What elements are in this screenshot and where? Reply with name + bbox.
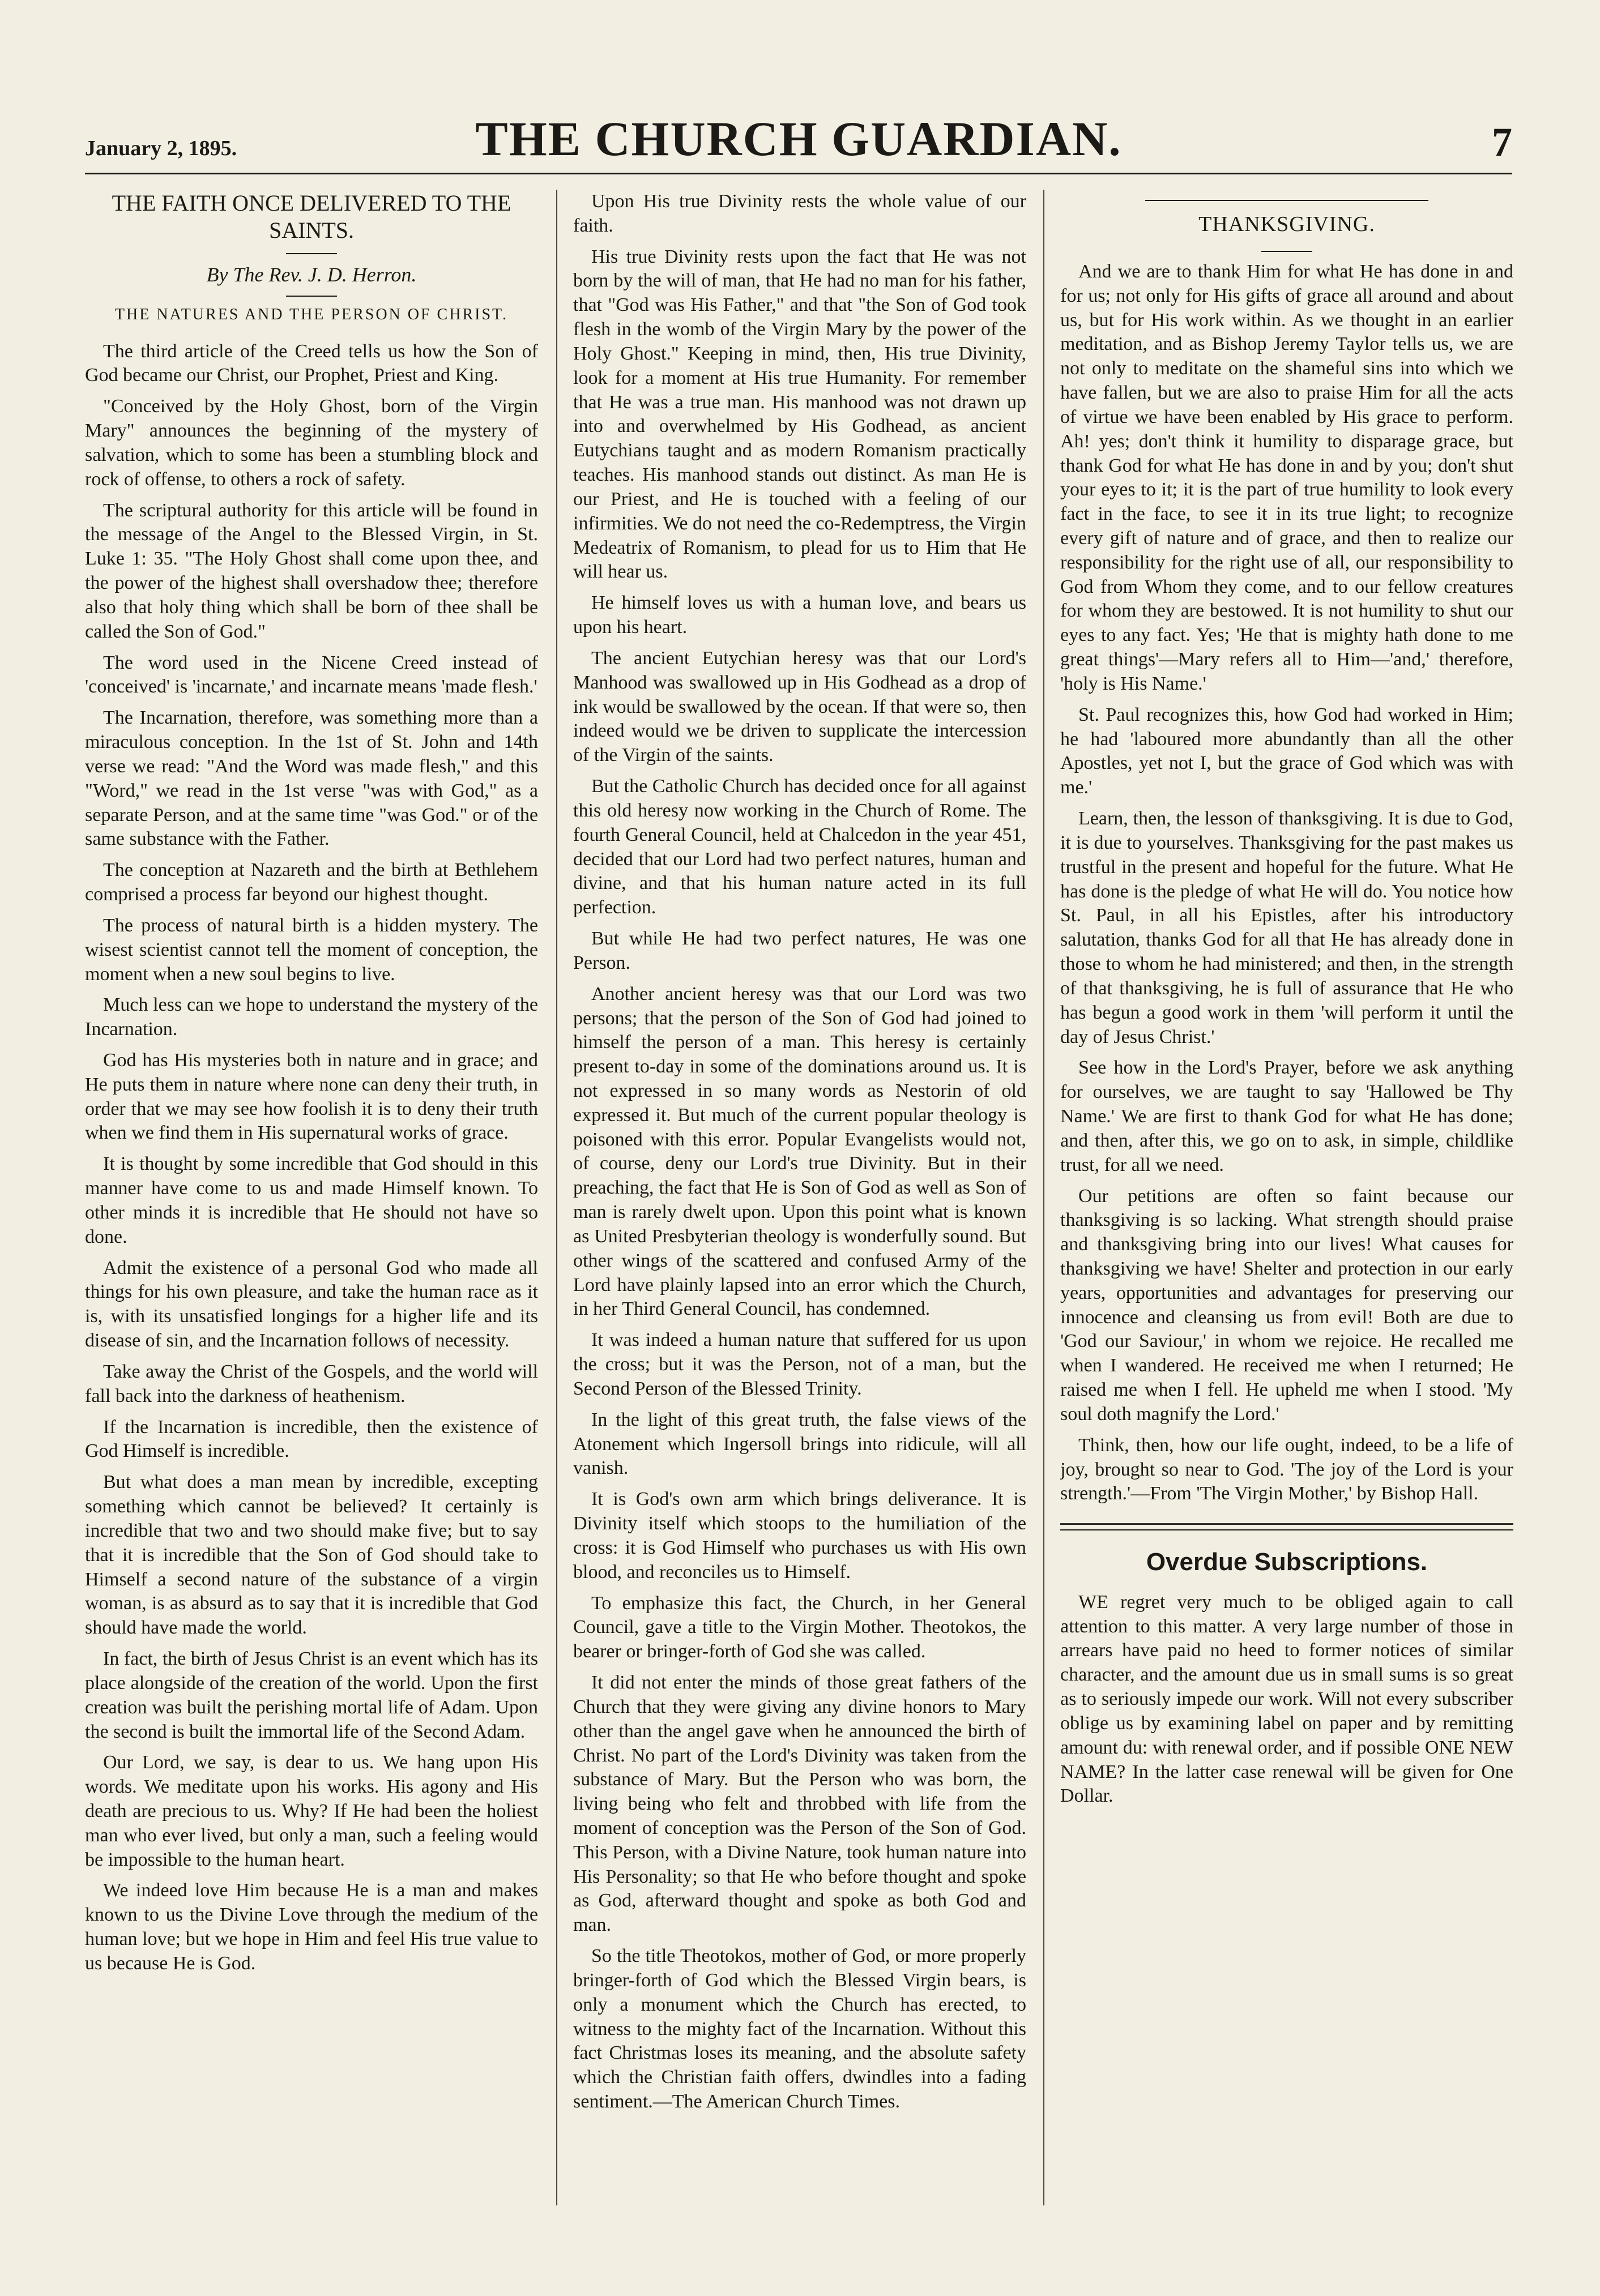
paragraph: His true Divinity rests upon the fact that He was not born by the will of man, that He had no man for his father, that "God was His Father," and that "the Son of God took flesh in the womb of the Virgin Mary by the power of the Holy Ghost." Keeping in mind, then, His true Divinity, look for a moment at His true Humanity. For remember that He was a true man. His manhood was not drawn up into and overwhelmed by His Godhead, as ancient Eutychians taught and as modern Romanism practically teaches. His manhood stands out distinct. As man He is our Priest, and He is touched with a feeling of our infirmities. We do not need the co-Redemptress, the Virgin Medeatrix of Romanism, to plead for us to Him that He will hear us. (573, 246, 1026, 583)
article-subhead: THE NATURES AND THE PERSON OF CHRIST. (114, 306, 509, 324)
paragraph: Much less can we hope to understand the mystery of the Incarnation. (85, 994, 538, 1040)
paragraph: Our Lord, we say, is dear to us. We hang upon His words. We meditate upon his works. His agony and His death are precious to us. Why? If He had been the holiest man who ever lived, but only a man, such a feeling would be impossible to the human heart. (85, 1752, 538, 1870)
paragraph: But what does a man mean by incredible, excepting something which cannot be believed? It certainly is incredible that two and two should make five; but to say that it is incredible that the Son of God should take to Himself a second nature of the substance of a virgin woman, is as absurd as to say that it is incredible that God should have made the world. (85, 1472, 538, 1639)
title-rule (286, 253, 337, 254)
paragraph: To emphasize this fact, the Church, in her General Council, gave a title to the Virgin Mother. Theotokos, the bearer or bringer-forth of God she was called. (573, 1592, 1026, 1662)
paragraph: But the Catholic Church has decided once for all against this old heresy now working in the Church of Rome. The fourth General Council, held at Chalcedon in the year 451, decided that our Lord had two perfect natures, human and divine, and that his human nature acted in its full perfection. (573, 776, 1026, 918)
paragraph: It is thought by some incredible that God should in this manner have come to us and made Himself known. To other minds it is incredible that He should not have so done. (85, 1153, 538, 1247)
page-number: 7 (1492, 119, 1512, 165)
paragraph: St. Paul recognizes this, how God had worked in Him; he had 'laboured more abundantly than all the other Apostles, yet not I, but the grace of God which was with me.' (1060, 704, 1513, 798)
paragraph: Upon His true Divinity rests the whole value of our faith. (573, 191, 1026, 236)
paragraph: See how in the Lord's Prayer, before we ask anything for ourselves, we are taught to say 'Hallowed be Thy Name.' We are first to thank God for what He has done; and then, after this, we go on to ask, in simple, childlike trust, for all we need. (1060, 1057, 1513, 1175)
masthead (85, 110, 1512, 167)
paragraph: But while He had two perfect natures, He was one Person. (573, 928, 1026, 973)
paragraph: WE regret very much to be obliged again to call attention to this matter. A very large number of those in arrears have paid no heed to former notices of similar character, and the amount due us in small sums is so great as to seriously impede our work. Will not every subscriber oblige us by examining label on paper and by remitting amount du: with renewal order, and if possible ONE NEW NAME? In the latter case renewal will be given for One Dollar. (1060, 1591, 1513, 1807)
paragraph: If the Incarnation is incredible, then the existence of God Himself is incredible. (85, 1416, 538, 1462)
section-double-rule (1060, 1523, 1513, 1530)
paragraph: God has His mysteries both in nature and in grace; and He puts them in nature where none can deny their truth, in order that we may see how foolish it is to deny their truth when we find them in His supernatural works of grace. (85, 1049, 538, 1144)
paragraph: So the title Theotokos, mother of God, or more properly bringer-forth of God which the Blessed Virgin bears, is only a monument which the Church has erected, to witness to the mighty fact of the Incarnation. Without this fact Christmas loses its meaning, and the absolute safety which the Christian faith offers, dwindles into a fading sentiment.—The American Church Times. (573, 1946, 1026, 2113)
paragraph: Admit the existence of a personal God who made all things for his own pleasure, and take the human race as it is, with its unsatisfied longings for a higher life and its disease of sin, and the Incarnation follows of necessity. (85, 1257, 538, 1352)
paragraph: In fact, the birth of Jesus Christ is an event which has its place alongside of the creation of the world. Upon the first creation was built the perishing mortal life of Adam. Upon the second is built the immortal life of the Second Adam. (85, 1648, 538, 1742)
paragraph: Learn, then, the lesson of thanksgiving. It is due to God, it is due to yourselves. Thanksgiving for the past makes us trustful in the present and hopeful for the future. What He has done is the pledge of what He will do. You notice how St. Paul, in all his Epistles, after his introductory salutation, thanks God for all that He has already done in those to whom he had ministered; and then, in the strength of that thanksgiving, he is full of assurance that He who has begun a good work in them 'will perform it until the day of Jesus Christ.' (1060, 808, 1513, 1047)
section-rule (1145, 200, 1428, 201)
column-3 (1060, 190, 1513, 2228)
paragraph: The third article of the Creed tells us how the Son of God became our Christ, our Prophet, Priest and King. (85, 340, 538, 386)
column-separator (556, 190, 557, 2205)
column-2 (573, 190, 1026, 2228)
paragraph: Take away the Christ of the Gospels, and the world will fall back into the darkness of heathenism. (85, 1361, 538, 1406)
article-byline: By The Rev. J. D. Herron. (206, 263, 417, 286)
paragraph: Another ancient heresy was that our Lord was two persons; that the person of the Son of God had joined to himself the person of a man. This heresy is certainly present to-day in some of the dominations around us. It is not expressed in so many words as Nestorin of old expressed it. But much of the current popular theology is poisoned with this error. Popular Evangelists would not, of course, deny our Lord's true Divinity. But in their preaching, the fact that He is Son of God as well as Son of man is rarely dwelt upon. Upon this point what is known as United Presbyterian theology is wonderfully sound. But other wings of the scattered and confused Army of the Lord have plainly lapsed into an error which the Church, in her Third General Council, has condemned. (573, 983, 1026, 1320)
paragraph: "Conceived by the Holy Ghost, born of the Virgin Mary" announces the beginning of the mystery of salvation, which to some has been a stumbling block and rock of offense, to others a rock of safety. (85, 396, 538, 490)
paragraph: We indeed love Him because He is a man and makes known to us the Divine Love through the medium of the human love; but we hope in Him and feel His true value to us because He is God. (85, 1880, 538, 1974)
column-1 (85, 190, 538, 2228)
masthead-rule (85, 173, 1512, 174)
thanksgiving-title: THANKSGIVING. (1198, 212, 1375, 236)
paragraph: The word used in the Nicene Creed instead of 'conceived' is 'incarnate,' and incarnate means 'made flesh.' (85, 652, 538, 698)
byline-rule (286, 296, 337, 297)
paragraph: The conception at Nazareth and the birth at Bethlehem comprised a process far beyond our highest thought. (85, 860, 538, 905)
issue-date: January 2, 1895. (85, 136, 237, 160)
paragraph: Think, then, how our life ought, indeed, to be a life of joy, brought so near to God. 'The joy of the Lord is your strength.'—From 'The Virgin Mother,' by Bishop Hall. (1060, 1434, 1513, 1504)
paragraph: It is God's own arm which brings deliverance. It is Divinity itself which stoops to the humiliation of the cross: it is God Himself who purchases us with His own blood, and reconciles us to Himself. (573, 1489, 1026, 1583)
newspaper-title: THE CHURCH GUARDIAN. (475, 112, 1122, 166)
paragraph: The process of natural birth is a hidden mystery. The wisest scientist cannot tell the moment of conception, the moment when a new soul begins to live. (85, 914, 538, 985)
column-separator (1043, 190, 1044, 2205)
article-title: THE FAITH ONCE DELIVERED TO THE SAINTS. (112, 190, 511, 243)
paragraph: It was indeed a human nature that suffered for us upon the cross; but it was the Person, not of a man, but the Second Person of the Blessed Trinity. (573, 1329, 1026, 1399)
paragraph: And we are to thank Him for what He has done in and for us; not only for His gifts of grace all around and about us, but for His work within. As we thought in an earlier meditation, and as Bishop Jeremy Taylor tells us, we are not only to meditate on the shameful sins into which we have fallen, but we are also to praise Him for all the acts of virtue we have been enabled by His grace to perform. Ah! yes; don't think it humility to disparage grace, but thank God for what He has done in and by you; don't shut your eyes to it; it is the part of true humility to look every fact in the face, to see it in its true light; to recognize every gift of nature and of grace, and then to realize our responsibility for the right use of all, our responsibility to God from Whom they come, and to our fellow creatures for whom they are bestowed. It is not humility to shut our eyes to any fact. Yes; 'He that is mighty hath done to me great things'—Mary refers all to Him—'and,' therefore, 'holy is His Name.' (1060, 260, 1513, 694)
paragraph: The ancient Eutychian heresy was that our Lord's Manhood was swallowed up in His Godhead as a drop of ink would be swallowed by the ocean. If that were so, then indeed would we be driven to supplicate the intercession of the Virgin of the saints. (573, 647, 1026, 766)
paragraph: The Incarnation, therefore, was something more than a miraculous conception. In the 1st of St. John and 14th verse we read: "And the Word was made flesh," and this "Word," we read in the 1st verse "was with God," as a separate Person, and at the same time "was God." or of the same substance with the Father. (85, 707, 538, 850)
title-rule (1261, 251, 1312, 252)
paragraph: He himself loves us with a human love, and bears us upon his heart. (573, 592, 1026, 638)
paragraph: It did not enter the minds of those great fathers of the Church that they were giving any divine honors to Mary other than the angel gave when he announced the birth of Christ. No part of the Lord's Divinity was taken from the substance of Mary. But the Person who was born, the living being who felt and throbbed with life from the moment of conception was the Person of the Son of God. This Person, with a Divine Nature, took human nature into His Personality; so that He who before thought and spoke as God, afterward thought and spoke as both God and man. (573, 1672, 1026, 1936)
paragraph: In the light of this great truth, the false views of the Atonement which Ingersoll brings into ridicule, will all vanish. (573, 1409, 1026, 1479)
paragraph: The scriptural authority for this article will be found in the message of the Angel to the Blessed Virgin, in St. Luke 1: 35. "The Holy Ghost shall come upon thee, and the power of the highest shall overshadow thee; therefore also that holy thing which shall be born of thee shall be called the Son of God." (85, 499, 538, 642)
overdue-title: Overdue Subscriptions. (1146, 1548, 1428, 1576)
paragraph: Our petitions are often so faint because our thanksgiving is so lacking. What strength should praise and thanksgiving bring into our lives! What causes for thanksgiving we have! Shelter and protection in our early years, opportunities and advantages for preserving our innocence and cleansing us from evil! Both are due to 'God our Saviour,' in whom we rejoice. He recalled me when I wandered. He received me when I returned; He raised me when I fell. He upheld me when I stood. 'My soul doth magnify the Lord.' (1060, 1185, 1513, 1425)
